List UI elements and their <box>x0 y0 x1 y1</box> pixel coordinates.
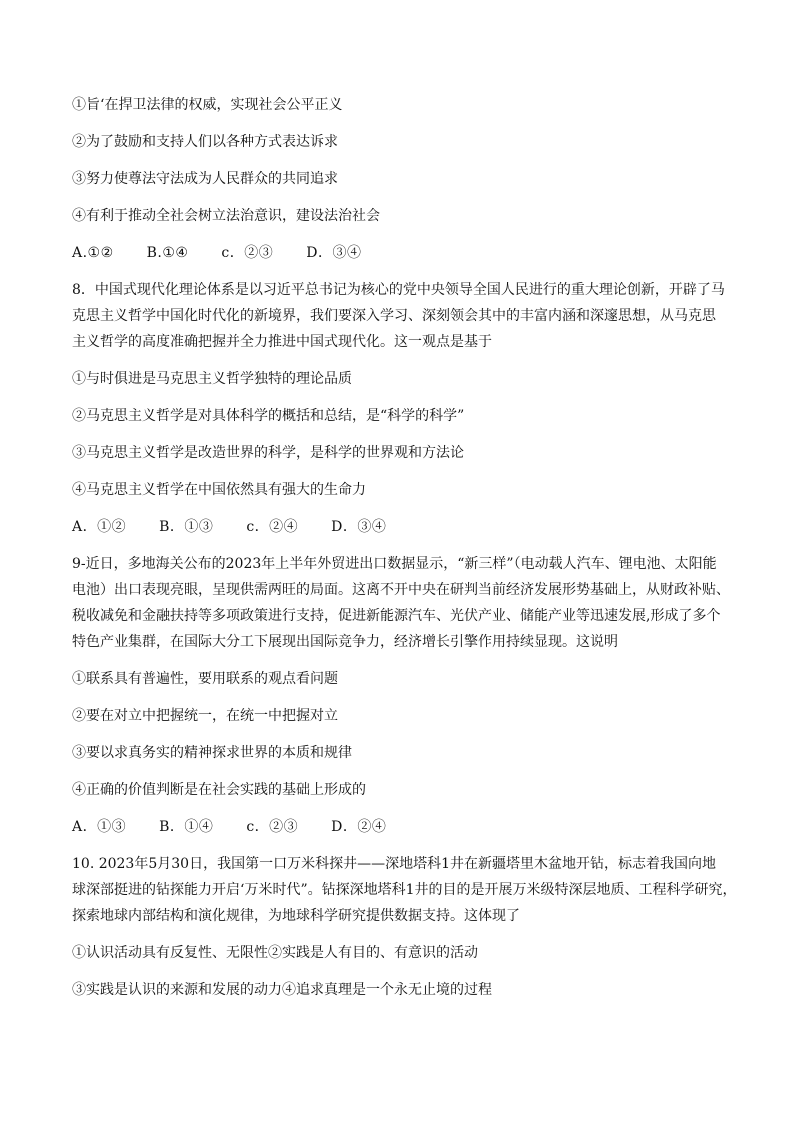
q10-stem-line-1: 10. 2023年5月30日，我国第一口万米科探井——深地塔科1井在新疆塔里木盆地开钻，标志着我国向地 <box>72 856 716 872</box>
q9-option-2: ②要在对立中把握统一，在统一中把握对立 <box>72 708 338 724</box>
q9-option-3: ③要以求真务实的精神探求世界的本质和规律 <box>72 745 352 761</box>
q8-choice-d: D．③④ <box>331 519 387 535</box>
q9-stem-line-3: 税收减免和金融扶持等多项政策进行支持，促进新能源汽车、光伏产业、储能产业等迅速发展,形成了多个 <box>72 608 721 624</box>
q9-choice-d: D．②④ <box>331 819 387 835</box>
q7-choice-c: c．②③ <box>221 245 274 261</box>
q7-choice-a: A.①② <box>72 245 114 261</box>
q8-choice-c: c．②④ <box>246 519 299 535</box>
q7-choice-d: D．③④ <box>306 245 362 261</box>
q9-choice-c: c．②③ <box>246 819 299 835</box>
q7-option-4: ④有利于推动全社会树立法治意识，建设法治社会 <box>72 208 380 224</box>
q9-choices <box>72 818 728 837</box>
q9-option-4: ④正确的价值判断是在社会实践的基础上形成的 <box>72 782 366 798</box>
q9-stem-line-4: 特色产业集群，在国际大分工下展现出国际竞争力，经济增长引擎作用持续显现。这说明 <box>72 634 618 650</box>
q7-option-3: ③努力使尊法守法成为人民群众的共同追求 <box>72 171 338 187</box>
q8-stem-line-3: 主义哲学的高度准确把握并全力推进中国式现代化。这一观点是基于 <box>72 334 492 350</box>
q8-option-4: ④马克思主义哲学在中国依然具有强大的生命力 <box>72 482 366 498</box>
q8-stem-line-1: 8．中国式现代化理论体系是以习近平总书记为核心的党中央领导全国人民进行的重大理论创新，开辟了马 <box>72 282 725 298</box>
q7-choice-b: B.①④ <box>146 245 189 261</box>
q9-stem-line-1: 9-近日，多地海关公布的2023年上半年外贸进出口数据显示，“新三样”（电动载人汽车、锂电池、太阳能 <box>72 556 717 572</box>
exam-page <box>72 96 737 1018</box>
q9-stem-line-2: 电池）出口表现亮眼，呈现供需两旺的局面。这离不开中央在研判当前经济发展形势基础上，从财政补贴、 <box>72 582 730 598</box>
q8-option-2: ②马克思主义哲学是对具体科学的概括和总结，是“科学的科学” <box>72 408 465 424</box>
q8-option-3: ③马克思主义哲学是改造世界的科学，是科学的世界观和方法论 <box>72 445 464 461</box>
q9-stem <box>72 555 728 652</box>
q9-option-1: ①联系具有普遍性，要用联系的观点看问题 <box>72 671 338 687</box>
question-9 <box>72 555 728 837</box>
q9-choice-b: B．①④ <box>159 819 214 835</box>
q8-choices <box>72 518 728 537</box>
q8-choice-b: B．①③ <box>159 519 214 535</box>
q7-option-2: ②为了鼓励和支持人们以各种方式表达诉求 <box>72 134 338 150</box>
q8-stem-line-2: 克思主义哲学中国化时代化的新境界，我们要深入学习、深刻领会其中的丰富内涵和深邃思想，从马克思 <box>72 308 716 324</box>
q10-option-line-1: ①认识活动具有反复性、无限性②实践是人有目的、有意识的活动 <box>72 945 478 961</box>
q9-choice-a: A．①③ <box>72 819 127 835</box>
q8-stem <box>72 281 728 352</box>
q10-stem-line-2: 球深部挺进的钻探能力开启‘万米时代”。钻探深地塔科1井的目的是开展万米级特深层地质、工程科学研究， <box>72 882 737 898</box>
question-10 <box>72 855 737 1000</box>
q10-stem-line-3: 探索地球内部结构和演化规律，为地球科学研究提供数据支持。这体现了 <box>72 908 520 924</box>
q10-option-line-2: ③实践是认识的来源和发展的动力④追求真理是一个永无止境的过程 <box>72 982 492 998</box>
q8-choice-a: A．①② <box>72 519 127 535</box>
question-8 <box>72 281 728 537</box>
q8-option-1: ①与时俱进是马克思主义哲学独特的理论品质 <box>72 371 352 387</box>
q10-stem <box>72 855 737 926</box>
q7-option-1: ①旨‘在捍卫法律的权威，实现社会公平正义 <box>72 97 343 113</box>
question-7 <box>72 96 728 263</box>
q7-choices <box>72 244 728 263</box>
